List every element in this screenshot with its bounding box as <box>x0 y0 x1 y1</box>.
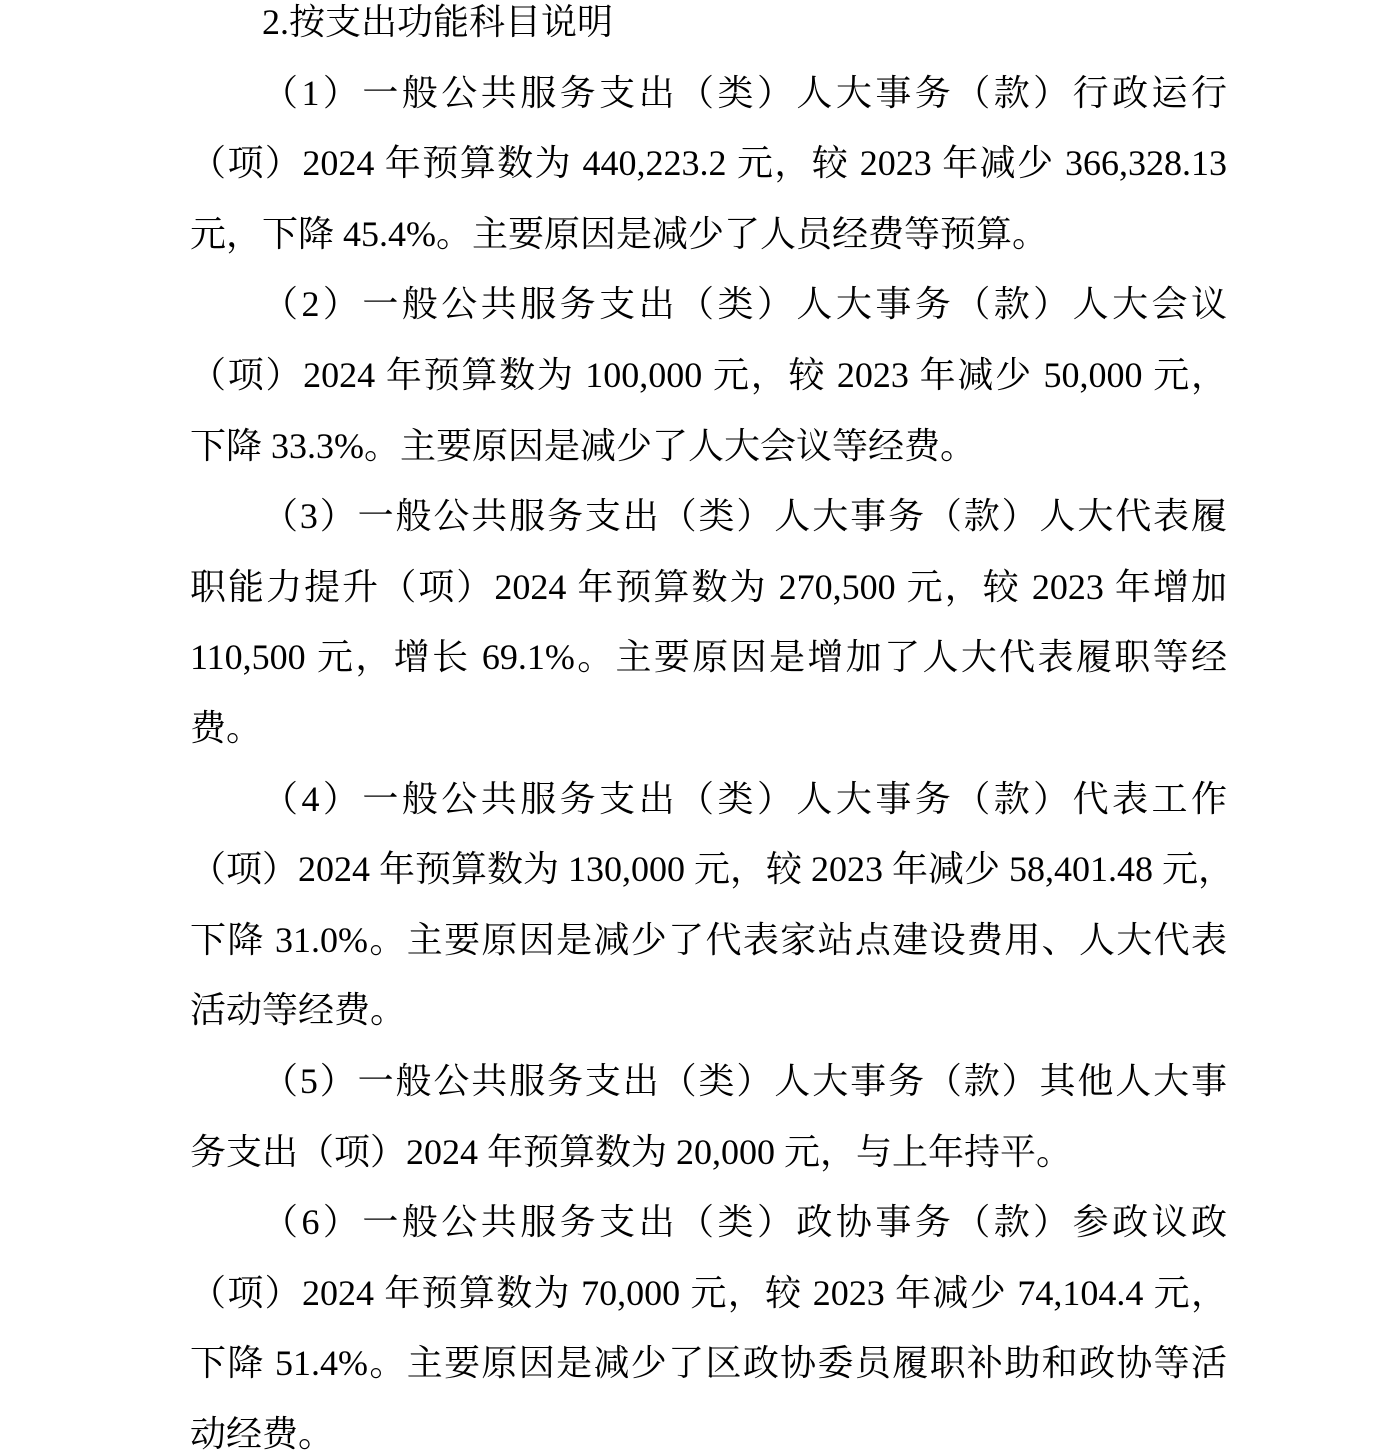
paragraph-3 <box>190 494 1227 750</box>
paragraph-line: （6）一般公共服务支出（类）政协事务（款）参政议政 <box>262 1202 1227 1243</box>
paragraph-4 <box>190 777 1235 1033</box>
paragraph-line: （2）一般公共服务支出（类）人大事务（款）人大会议 <box>262 284 1227 325</box>
paragraph-line: 动经费。 <box>190 1413 335 1454</box>
paragraph-line: （项）2024 年预算数为 130,000 元，较 2023 年减少 58,401.48 元， <box>190 849 1235 890</box>
paragraph-line: （项）2024 年预算数为 100,000 元，较 2023 年减少 50,000 元， <box>190 354 1227 395</box>
paragraph-line: 活动等经费。 <box>190 990 407 1031</box>
paragraph-line: 元，下降 45.4%。主要原因是减少了人员经费等预算。 <box>190 213 1048 254</box>
paragraph-line: （4）一般公共服务支出（类）人大事务（款）代表工作 <box>262 778 1227 819</box>
document-body <box>190 0 1235 1456</box>
paragraph-line: 下降 51.4%。主要原因是减少了区政协委员履职补助和政协等活 <box>190 1343 1227 1384</box>
paragraph-line: 下降 33.3%。主要原因是减少了人大会议等经费。 <box>190 425 976 466</box>
section-heading: 2.按支出功能科目说明 <box>262 2 614 42</box>
paragraph-line: （项）2024 年预算数为 70,000 元，较 2023 年减少 74,104.4 元， <box>190 1272 1227 1313</box>
paragraph-6 <box>190 1200 1227 1456</box>
paragraph-line: （项）2024 年预算数为 440,223.2 元，较 2023 年减少 366,328.13 <box>190 143 1227 184</box>
paragraph-5 <box>190 1059 1227 1174</box>
paragraph-line: 职能力提升（项）2024 年预算数为 270,500 元，较 2023 年增加 <box>190 566 1227 607</box>
paragraph-line: （5）一般公共服务支出（类）人大事务（款）其他人大事 <box>262 1060 1227 1101</box>
paragraph-2 <box>190 282 1227 467</box>
paragraph-line: （1）一般公共服务支出（类）人大事务（款）行政运行 <box>262 72 1227 113</box>
paragraph-line: 费。 <box>190 707 263 748</box>
paragraph-line: 务支出（项）2024 年预算数为 20,000 元，与上年持平。 <box>190 1131 1073 1172</box>
paragraph-line: 下降 31.0%。主要原因是减少了代表家站点建设费用、人大代表 <box>190 919 1227 960</box>
paragraph-1 <box>190 71 1227 256</box>
paragraph-line: 110,500 元，增长 69.1%。主要原因是增加了人大代表履职等经 <box>190 637 1227 678</box>
paragraph-line: （3）一般公共服务支出（类）人大事务（款）人大代表履 <box>262 496 1227 537</box>
